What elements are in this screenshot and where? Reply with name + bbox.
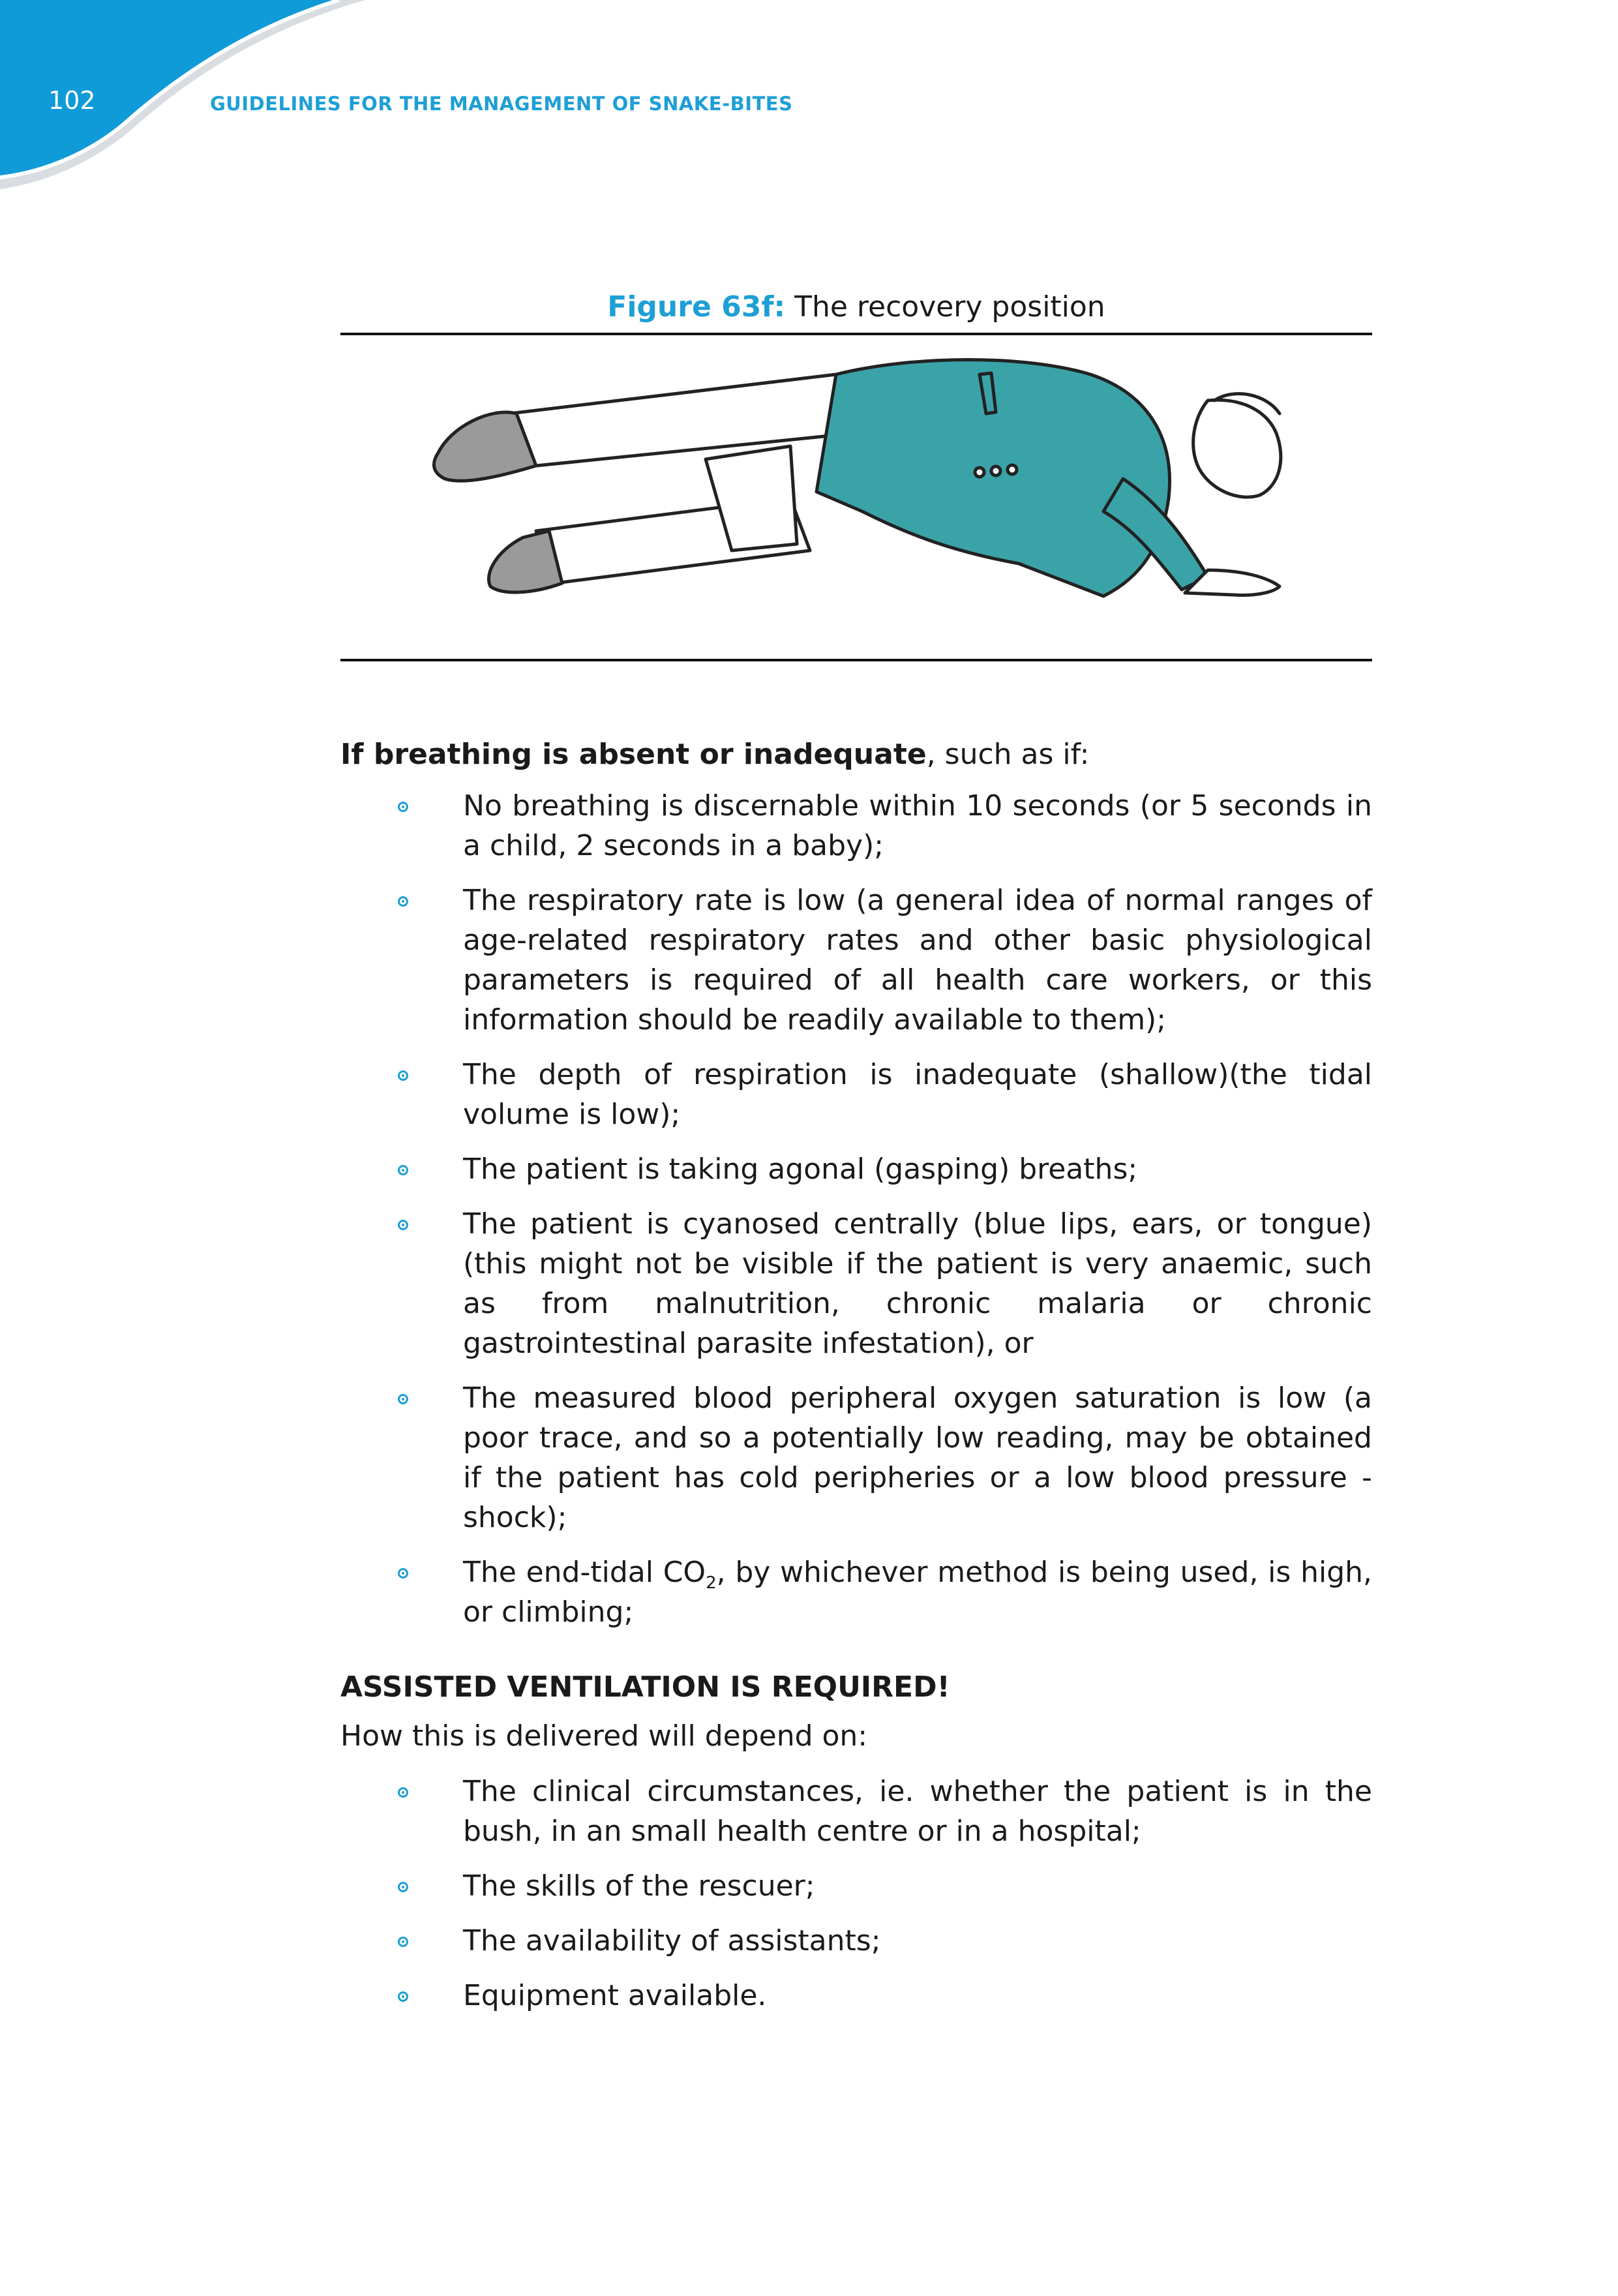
breathing-intro	[340, 734, 1372, 774]
running-head: GUIDELINES FOR THE MANAGEMENT OF SNAKE-BITES	[210, 93, 793, 115]
list-item-text: The patient is taking agonal (gasping) breaths;	[463, 1153, 1138, 1186]
figure-bottom-rule	[340, 659, 1372, 661]
list-item-text: The respiratory rate is low (a general idea of normal ranges of age-related respiratory rates and other basic physiological parameters is required of all health care workers, or this information should be readily available to them);	[463, 884, 1372, 1036]
bullet-icon	[398, 802, 408, 812]
list-item	[340, 881, 1372, 1040]
figure-caption-text: The recovery position	[785, 290, 1105, 324]
list-item	[340, 1866, 1372, 1906]
list-item-text: No breathing is discernable within 10 seconds (or 5 seconds in a child, 2 seconds in a baby);	[463, 789, 1372, 862]
bullet-icon	[398, 1882, 408, 1892]
list-item	[340, 1772, 1372, 1851]
recovery-position-figure	[340, 335, 1372, 659]
page-content	[340, 287, 1372, 2031]
bullet-icon	[398, 1220, 408, 1230]
bullet-icon	[398, 1787, 408, 1798]
figure-caption	[340, 287, 1372, 333]
list-item-text: Equipment available.	[463, 1979, 767, 2012]
bullet-icon	[398, 896, 408, 907]
list-item	[340, 1378, 1372, 1537]
co2-subscript: 2	[706, 1573, 717, 1593]
list-item-text: The availability of assistants;	[463, 1924, 881, 1957]
ventilation-heading: ASSISTED VENTILATION IS REQUIRED!	[340, 1670, 950, 1704]
list-item	[340, 1976, 1372, 2016]
bullet-icon	[398, 1070, 408, 1081]
breathing-intro-bold: If breathing is absent or inadequate	[340, 738, 927, 771]
bullet-icon	[398, 1568, 408, 1578]
list-item	[340, 1204, 1372, 1363]
breathing-criteria-list	[340, 786, 1372, 1632]
list-item-text: The clinical circumstances, ie. whether the patient is in the bush, in an small health centre or in a hospital;	[463, 1775, 1372, 1848]
list-item	[340, 1149, 1372, 1189]
bullet-icon	[398, 1937, 408, 1947]
list-item	[340, 1055, 1372, 1134]
list-item	[340, 786, 1372, 866]
list-item	[340, 1921, 1372, 1961]
recovery-position-illustration	[340, 335, 1372, 659]
bullet-icon	[398, 1165, 408, 1175]
page-number: 102	[48, 86, 96, 115]
list-item-text: The depth of respiration is inadequate (shallow)(the tidal volume is low);	[463, 1058, 1372, 1131]
ventilation-factors-list	[340, 1772, 1372, 2016]
list-item-text: The skills of the rescuer;	[463, 1869, 815, 1903]
list-item	[340, 1552, 1372, 1632]
figure-label: Figure 63f:	[607, 290, 786, 324]
breathing-intro-rest: , such as if:	[926, 738, 1090, 771]
list-item-text: The measured blood peripheral oxygen saturation is low (a poor trace, and so a potentially low reading, may be obtained if the patient has cold peripheries or a low blood pressure -shock);	[463, 1382, 1372, 1534]
ventilation-intro: How this is delivered will depend on:	[340, 1719, 868, 1753]
co2-text-before: The end-tidal CO	[463, 1556, 706, 1589]
co2-text-after: , by whichever method is being used, is high, or climbing;	[463, 1556, 1372, 1629]
bullet-icon	[398, 1991, 408, 2002]
list-item-text: The patient is cyanosed centrally (blue lips, ears, or tongue) (this might not be visible if the patient is very anaemic, such as from malnutrition, chronic malaria or chronic gastrointestinal parasite infestation), or	[463, 1207, 1372, 1360]
bullet-icon	[398, 1394, 408, 1404]
